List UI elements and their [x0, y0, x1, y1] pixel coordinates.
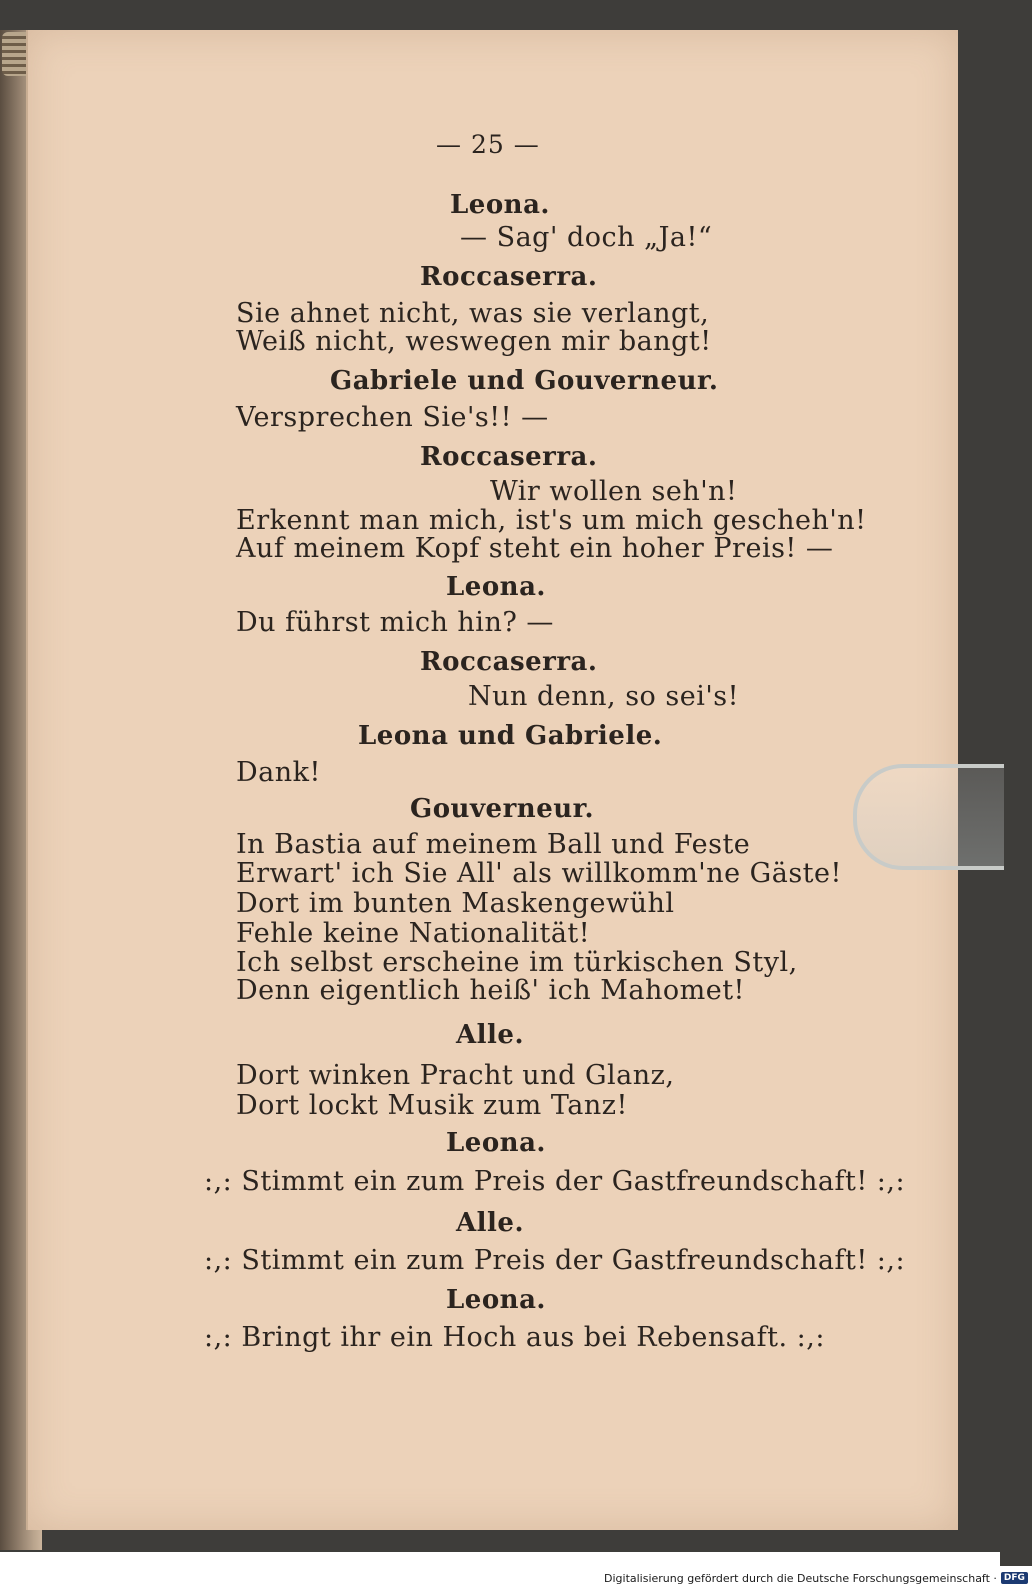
verse-line: Weiß nicht, weswegen mir bangt!	[236, 326, 712, 357]
footer-text: Digitalisierung gefördert durch die Deutsche Forschungsgemeinschaft ·	[604, 1571, 997, 1585]
digitization-footer	[600, 1566, 1032, 1590]
paper-clip	[853, 764, 1004, 870]
verse-line: Ich selbst erscheine im türkischen Styl,	[236, 947, 798, 978]
verse-line: Nun denn, so sei's!	[468, 681, 739, 712]
verse-line: Auf meinem Kopf steht ein hoher Preis! —	[236, 533, 834, 564]
verse-line: :,: Bringt ihr ein Hoch aus bei Rebensaft. :,:	[204, 1322, 825, 1353]
verse-line: Erkennt man mich, ist's um mich gescheh'n!	[236, 505, 867, 536]
speaker-heading: Gouverneur.	[410, 794, 595, 824]
verse-line: :,: Stimmt ein zum Preis der Gastfreundschaft! :,:	[204, 1245, 906, 1276]
verse-line: Erwart' ich Sie All' als willkomm'ne Gäste!	[236, 858, 842, 889]
speaker-heading: Roccaserra.	[420, 262, 598, 292]
verse-line: Denn eigentlich heiß' ich Mahomet!	[236, 975, 745, 1006]
verse-line: :,: Stimmt ein zum Preis der Gastfreundschaft! :,:	[204, 1166, 906, 1197]
speaker-heading: Leona.	[446, 1285, 546, 1315]
verse-line: Sie ahnet nicht, was sie verlangt,	[236, 298, 710, 329]
speaker-heading: Leona.	[446, 572, 546, 602]
verse-line: Versprechen Sie's!! —	[236, 402, 549, 433]
speaker-heading: Roccaserra.	[420, 647, 598, 677]
speaker-heading: Leona.	[446, 1128, 546, 1158]
verse-line: Du führst mich hin? —	[236, 607, 554, 638]
speaker-heading: Leona und Gabriele.	[358, 721, 663, 751]
speaker-heading: Gabriele und Gouverneur.	[330, 366, 719, 396]
verse-line: Dort im bunten Maskengewühl	[236, 888, 675, 919]
verse-line: Dank!	[236, 757, 321, 788]
verse-line: Dort lockt Musik zum Tanz!	[236, 1090, 628, 1121]
speaker-heading: Alle.	[456, 1208, 525, 1238]
verse-line: In Bastia auf meinem Ball und Feste	[236, 829, 751, 860]
speaker-heading: Roccaserra.	[420, 442, 598, 472]
dfg-logo: DFG	[1001, 1572, 1028, 1584]
speaker-heading: Leona.	[450, 190, 550, 220]
speaker-heading: Alle.	[456, 1020, 525, 1050]
verse-line: Fehle keine Nationalität!	[236, 918, 591, 949]
page-number: — 25 —	[436, 130, 540, 159]
verse-line: Dort winken Pracht und Glanz,	[236, 1060, 675, 1091]
verse-line: Wir wollen seh'n!	[490, 476, 738, 507]
verse-line: — Sag' doch „Ja!“	[460, 222, 713, 253]
